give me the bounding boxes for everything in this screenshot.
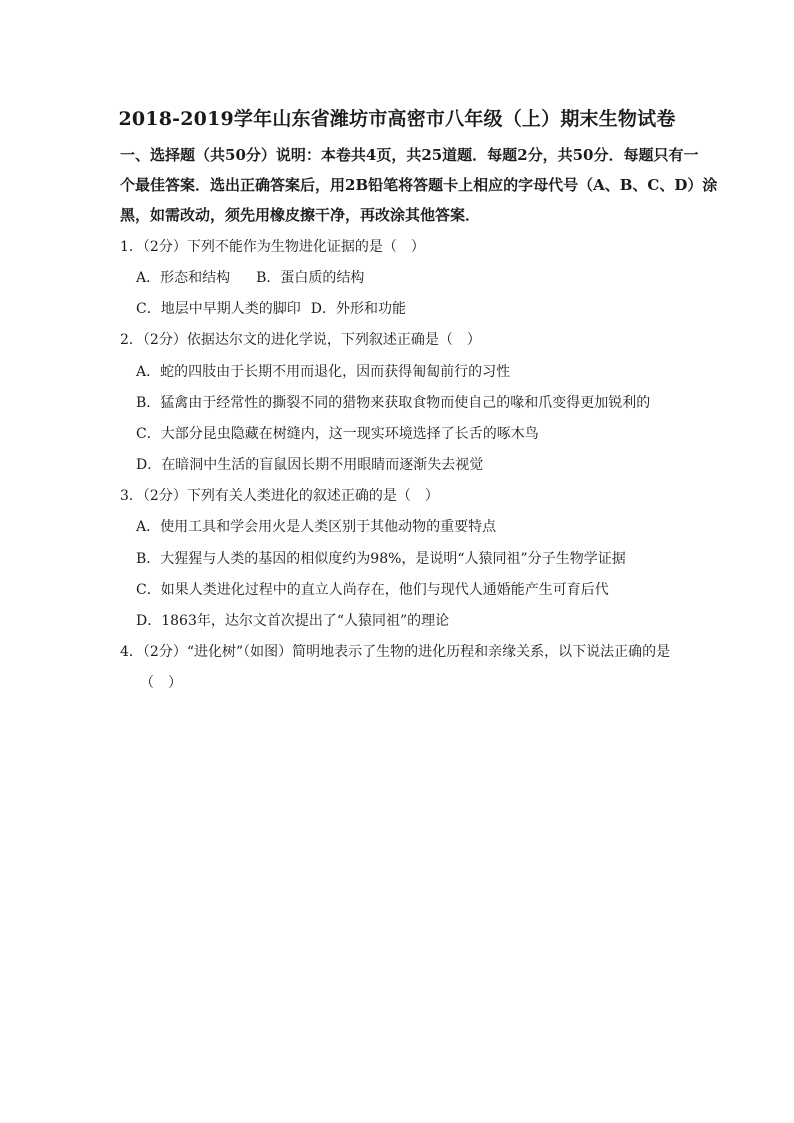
question-3-option-c: C．如果人类进化过程中的直立人尚存在，他们与现代人通婚能产生可育后代 <box>136 582 609 598</box>
instruction-line-1: 一、选择题（共50分）说明：本卷共4页，共25道题．每题2分，共50分．每题只有一 <box>120 146 699 164</box>
question-1-options-row-2 <box>136 299 681 319</box>
question-2-option-b: B．猛禽由于经常性的撕裂不同的猎物来获取食物而使自己的喙和爪变得更加锐利的 <box>136 395 651 411</box>
question-1-option-c: C．地层中早期人类的脚印 <box>136 301 301 317</box>
question-4-answer-blank: （ ） <box>140 675 182 691</box>
instruction-line-2: 个最佳答案．选出正确答案后，用2B铅笔将答题卡上相应的字母代号（A、B、C、D）涂 <box>120 176 718 194</box>
page-title: 2018-2019学年山东省潍坊市高密市八年级（上）期末生物试卷 <box>118 108 676 130</box>
question-1-option-d: D．外形和功能 <box>310 301 406 317</box>
question-2-stem: 2．（2分）依据达尔文的进化学说，下列叙述正确是（ ） <box>120 332 481 348</box>
question-2-option-a: A．蛇的四肢由于长期不用而退化，因而获得匍匐前行的习性 <box>136 364 511 380</box>
question-3-stem: 3．（2分）下列有关人类进化的叙述正确的是（ ） <box>120 488 439 504</box>
question-1-options-row-1 <box>136 268 681 288</box>
question-1-option-a: A．形态和结构 <box>136 270 231 286</box>
question-3-option-d: D．1863年，达尔文首次提出了“人猿同祖”的理论 <box>136 613 450 629</box>
question-3-option-a: A．使用工具和学会用火是人类区别于其他动物的重要特点 <box>136 519 497 535</box>
question-3-option-b: B．大猩猩与人类的基因的相似度约为98%，是说明“人猿同祖”分子生物学证据 <box>136 551 626 567</box>
question-4-stem: 4．（2分）“进化树”（如图）简明地表示了生物的进化历程和亲缘关系，以下说法正确的是 <box>120 644 671 660</box>
question-2-option-c: C．大部分昆虫隐藏在树缝内，这一现实环境选择了长舌的啄木鸟 <box>136 426 539 442</box>
question-1-option-b: B．蛋白质的结构 <box>256 270 365 286</box>
question-2-option-d: D．在暗洞中生活的盲鼠因长期不用眼睛而逐渐失去视觉 <box>136 457 484 473</box>
section-instructions <box>120 140 718 230</box>
instruction-line-3: 黑，如需改动，须先用橡皮擦干净，再改涂其他答案． <box>120 206 481 224</box>
question-1-stem: 1．（2分）下列不能作为生物进化证据的是（ ） <box>120 239 425 255</box>
